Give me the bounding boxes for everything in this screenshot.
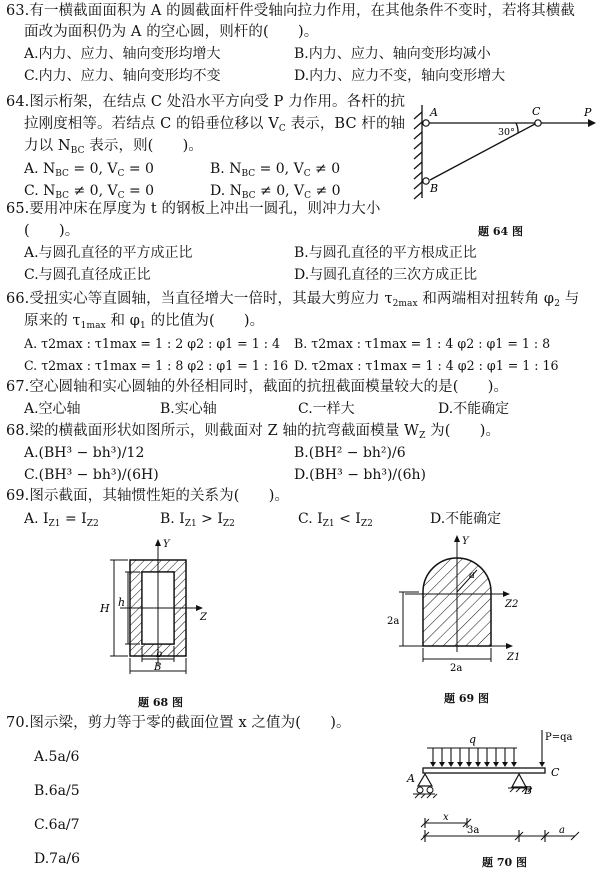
q70-option-b: B.6a/5	[34, 783, 80, 799]
fig69-label-width: 2a	[450, 663, 463, 674]
q67-option-c: C.一样大	[298, 401, 355, 417]
fig68-label-b-inner: b	[156, 649, 163, 660]
q69-option-c: C. $I_{Z1} < I_{Z2}$	[298, 511, 373, 529]
q63-line2: 面改为面积仍为 A 的空心圆，则杆的( )。	[24, 24, 319, 40]
fig69-label-height: 2a	[387, 616, 400, 627]
fig68-axis-z: Z	[200, 612, 207, 623]
fig70-end-c: C	[551, 766, 560, 779]
fig70-dim-3a: 3a	[467, 825, 480, 836]
q66-line1: 66.受扭实心等直圆轴，当直径增大一倍时，其最大剪应力 $\tau_{2max}$ 和两端相对扭转角 $\varphi_2$ 与	[6, 291, 580, 309]
q66-option-a: A. τ2max : τ1max = 1 : 2 φ2 : φ1 = 1 : 4	[24, 336, 280, 351]
q68-option-d: D.(BH³ − bh³)/(6h)	[294, 467, 426, 483]
figure-64-caption: 题 64 图	[478, 225, 523, 238]
figure-69-section	[385, 534, 525, 674]
q67-line1: 67.空心圆轴和实心圆轴的外径相同时，截面的抗扭截面模量较大的是( )。	[6, 379, 509, 395]
figure-68-caption: 题 68 图	[138, 696, 183, 709]
q63-option-a: A.内力、应力、轴向变形均增大	[24, 46, 221, 62]
fig68-axis-y: Y	[163, 539, 170, 550]
figure-70-caption: 题 70 图	[482, 856, 527, 869]
fig64-label-c: C	[532, 105, 541, 118]
q69-option-d: D.不能确定	[430, 511, 502, 527]
q69-line1: 69.图示截面，其轴惯性矩的关系为( )。	[6, 488, 290, 504]
fig69-axis-y: Y	[462, 536, 469, 547]
q65-line2: ( )。	[24, 223, 80, 239]
q68-option-c: C.(BH³ − bh³)/(6H)	[24, 467, 159, 483]
q64-line2: 拉刚度相等。若结点 C 的铅垂位移以 $V_C$ 表示，BC 杆的轴	[24, 116, 406, 134]
q66-option-b: B. τ2max : τ1max = 1 : 4 φ2 : φ1 = 1 : 8	[294, 336, 551, 351]
q65-option-d: D.与圆孔直径的三次方成正比	[294, 267, 478, 283]
q66-option-c: C. τ2max : τ1max = 1 : 8 φ2 : φ1 = 1 : 16	[24, 358, 289, 373]
q70-option-a: A.5a/6	[34, 749, 80, 765]
q67-option-b: B.实心轴	[160, 401, 217, 417]
q68-option-b: B.(BH² − bh²)/6	[294, 445, 406, 461]
q67-option-d: D.不能确定	[438, 401, 510, 417]
q64-line3: 力以 $N_{BC}$ 表示，则( )。	[24, 138, 204, 156]
fig68-label-h-outer: H	[100, 602, 110, 615]
fig70-support-a: A	[407, 772, 415, 785]
fig64-label-a: A	[430, 106, 438, 119]
q64-option-c: C. $N_{BC} \ne 0$, $V_C = 0$	[24, 183, 155, 201]
q63-option-d: D.内力、应力不变，轴向变形增大	[294, 68, 506, 84]
q64-option-b: B. $N_{BC} = 0$, $V_C \ne 0$	[210, 161, 341, 179]
q64-option-a: A. $N_{BC} = 0$, $V_C = 0$	[24, 161, 154, 179]
fig69-axis-z2: Z2	[505, 599, 519, 610]
q69-option-b: B. $I_{Z1} > I_{Z2}$	[160, 511, 235, 529]
q67-option-a: A.空心轴	[24, 401, 81, 417]
figure-70-beam	[405, 728, 590, 850]
fig64-label-b: B	[430, 182, 439, 195]
fig68-label-b-outer: B	[154, 662, 162, 673]
figure-68-box-section	[90, 538, 220, 683]
q68-line1: 68.梁的横截面形状如图所示，则截面对 Z 轴的抗弯截面模量 $W_Z$ 为( )。	[6, 423, 501, 441]
figure-64-truss	[408, 100, 598, 200]
q65-line1: 65.要用冲床在厚度为 t 的钢板上冲出一圆孔，则冲力大小	[6, 201, 381, 217]
fig70-dim-a: a	[559, 825, 565, 836]
fig69-axis-z1: Z1	[507, 652, 521, 663]
q70-option-c: C.6a/7	[34, 817, 80, 833]
q64-line1: 64.图示桁架，在结点 C 处沿水平方向受 P 力作用。各杆的抗	[6, 94, 406, 110]
q70-line1: 70.图示梁，剪力等于零的截面位置 x 之值为( )。	[6, 715, 351, 731]
fig64-angle: 30°	[498, 127, 515, 138]
fig64-label-p: P	[584, 106, 592, 119]
q68-option-a: A.(BH³ − bh³)/12	[24, 445, 145, 461]
fig68-label-h-inner: h	[118, 596, 126, 609]
fig70-support-b: B	[524, 784, 533, 797]
fig70-load-p: P=qa	[545, 732, 573, 743]
q63-option-b: B.内力、应力、轴向变形均减小	[294, 46, 491, 62]
q70-option-d: D.7a/6	[34, 851, 81, 867]
q66-line2: 原来的 $\tau_{1max}$ 和 $\varphi_1$ 的比值为( )。	[24, 313, 265, 331]
q63-line1: 63.有一横截面面积为 A 的圆截面杆件受轴向拉力作用，在其他条件不变时，若将其横截	[6, 3, 575, 19]
q65-option-b: B.与圆孔直径的平方根成正比	[294, 245, 477, 261]
fig70-load-q: q	[469, 733, 477, 746]
q64-option-d: D. $N_{BC} \ne 0$, $V_C \ne 0$	[210, 183, 341, 201]
q69-option-a: A. $I_{Z1} = I_{Z2}$	[24, 511, 99, 529]
fig69-label-radius: a	[469, 570, 475, 581]
q65-option-c: C.与圆孔直径成正比	[24, 267, 151, 283]
q66-option-d: D. τ2max : τ1max = 1 : 4 φ2 : φ1 = 1 : 16	[294, 358, 559, 373]
fig70-dim-x: x	[443, 812, 449, 823]
q65-option-a: A.与圆孔直径的平方成正比	[24, 245, 193, 261]
figure-69-caption: 题 69 图	[444, 692, 489, 705]
q63-option-c: C.内力、应力、轴向变形均不变	[24, 68, 221, 84]
